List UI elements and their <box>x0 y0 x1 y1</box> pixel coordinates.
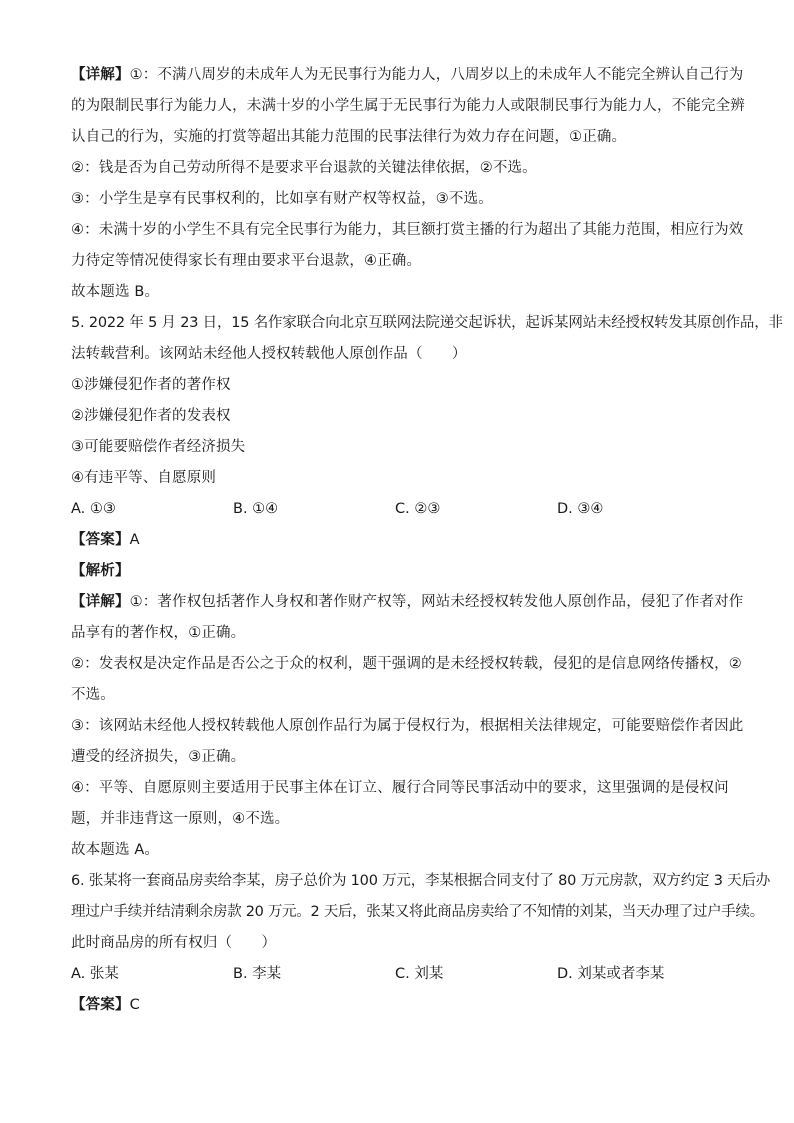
q6-stem-line: 6. 张某将一套商品房卖给李某，房子总价为 100 万元，李某根据合同支付了 80 万元房款，双方约定 3 天后办 <box>71 873 771 889</box>
q4-detail-line: ④：未满十岁的小学生不具有完全民事行为能力，其巨额打赏主播的行为超出了其能力范围，相应行为效 <box>71 222 744 238</box>
q5-statement: ②涉嫌侵犯作者的发表权 <box>71 408 231 424</box>
q5-detail-line: 题，并非违背这一原则，④不选。 <box>71 811 290 827</box>
q4-detail-line: ②：钱是否为自己劳动所得不是要求平台退款的关键法律依据，②不选。 <box>71 160 537 176</box>
q5-stem-line: 5. 2022 年 5 月 23 日，15 名作家联合向北京互联网法院递交起诉状，起诉某网站未经授权转发其原创作品，非 <box>71 315 783 331</box>
q6-options <box>71 959 731 990</box>
q5-option-b: B. ①④ <box>233 501 279 517</box>
q6-stem-line: 理过户手续并结清剩余房款 20 万元。2 天后，张某又将此商品房卖给了不知情的刘某，当天办理了过户手续。 <box>71 904 764 920</box>
q5-detail-line: 不选。 <box>71 687 115 703</box>
answer-value: C <box>129 997 140 1013</box>
q5-statement: ③可能要赔偿作者经济损失 <box>71 439 246 455</box>
q5-detail-line: 【详解】①：著作权包括著作人身权和著作财产权等，网站未经授权转发他人原创作品，侵犯了作者对作 <box>71 594 744 610</box>
q4-detail-line: 力待定等情况使得家长有理由要求平台退款，④正确。 <box>71 253 422 269</box>
q4-detail-line: 的为限制民事行为能力人，未满十岁的小学生属于无民事行为能力人或限制民事行为能力人，不能完全辨 <box>71 98 745 114</box>
q5-stem-line: 法转载营利。该网站未经他人授权转载他人原创作品（ ） <box>71 346 467 362</box>
q4-detail-line: 【详解】①：不满八周岁的未成年人为无民事行为能力人，八周岁以上的未成年人不能完全辨认自己行为 <box>71 67 744 83</box>
q5-detail-line: ④：平等、自愿原则主要适用于民事主体在订立、履行合同等民事活动中的要求，这里强调的是侵权问 <box>71 780 729 796</box>
q6-option-b: B. 李某 <box>233 966 282 982</box>
document-page <box>71 60 783 1021</box>
q6-stem-line: 此时商品房的所有权归（ ） <box>71 935 277 951</box>
q5-option-d: D. ③④ <box>557 501 604 517</box>
q5-options <box>71 494 731 525</box>
q5-option-c: C. ②③ <box>395 501 441 517</box>
answer-value: A <box>129 532 140 548</box>
q5-option-a: A. ①③ <box>71 501 116 517</box>
detail-tag: 【详解】 <box>71 67 130 83</box>
q5-answer <box>71 525 731 556</box>
q5-analysis-heading: 【解析】 <box>71 563 130 579</box>
q6-option-d: D. 刘某或者李某 <box>557 966 665 982</box>
detail-tag: 【详解】 <box>71 594 130 610</box>
q6-option-a: A. 张某 <box>71 966 119 982</box>
answer-tag: 【答案】 <box>71 997 130 1013</box>
q5-detail-line: ②：发表权是决定作品是否公之于众的权利，题干强调的是未经授权转载，侵犯的是信息网络传播权，② <box>71 656 742 672</box>
q4-detail-line: ③：小学生是享有民事权利的，比如享有财产权等权益，③不选。 <box>71 191 493 207</box>
q4-conclusion: 故本题选 B。 <box>71 284 160 300</box>
q6-option-c: C. 刘某 <box>395 966 444 982</box>
q5-statement: ④有违平等、自愿原则 <box>71 470 216 486</box>
q5-statement: ①涉嫌侵犯作者的著作权 <box>71 377 231 393</box>
q5-detail-line: 品享有的著作权，①正确。 <box>71 625 246 641</box>
q5-detail-line: ③：该网站未经他人授权转载他人原创作品行为属于侵权行为，根据相关法律规定，可能要赔偿作者因此 <box>71 718 744 734</box>
q5-conclusion: 故本题选 A。 <box>71 842 160 858</box>
q5-detail-line: 遭受的经济损失，③正确。 <box>71 749 246 765</box>
q4-detail-line: 认自己的行为，实施的打赏等超出其能力范围的民事法律行为效力存在问题，①正确。 <box>71 129 627 145</box>
q6-answer <box>71 990 731 1021</box>
answer-tag: 【答案】 <box>71 532 130 548</box>
